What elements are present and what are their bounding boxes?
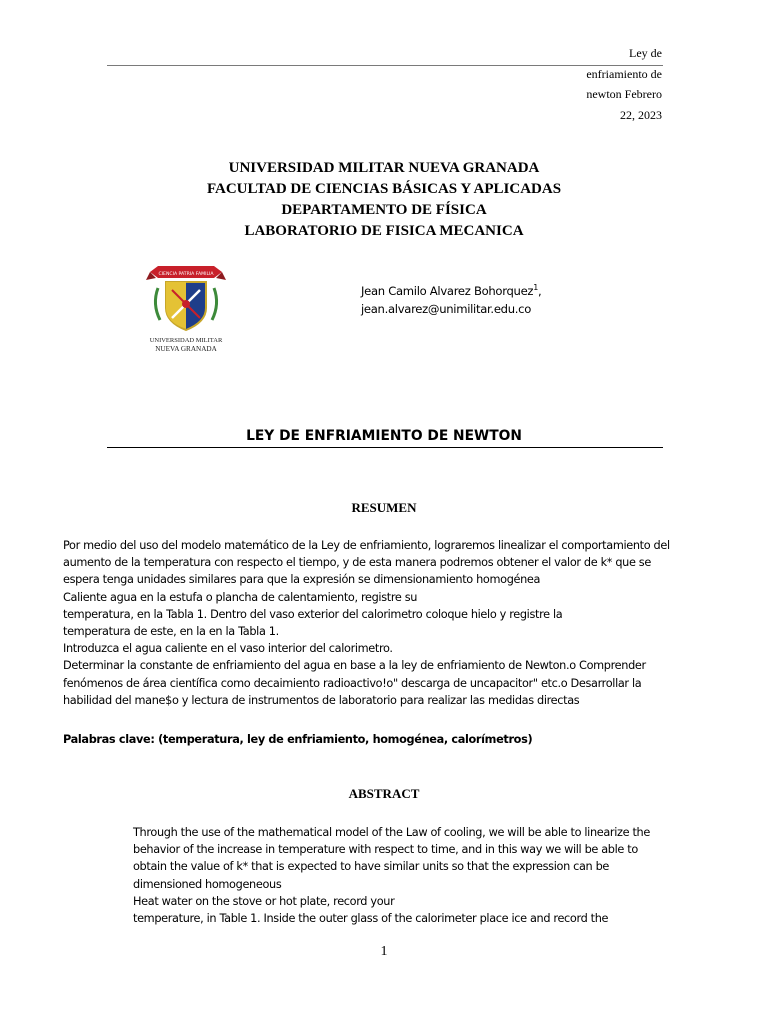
running-header-line: 22, 2023 — [620, 107, 662, 122]
abstract-line: behavior of the increase in temperature with respect to time, and in this way we will be able to — [133, 843, 638, 857]
abstract-line: dimensioned homogeneous — [133, 877, 282, 891]
author-name: Jean Camilo Alvarez Bohorquez — [361, 283, 534, 298]
abstract-heading: ABSTRACT — [348, 786, 420, 801]
header-divider — [107, 65, 663, 66]
abstract-line: Heat water on the stove or hot plate, record your — [133, 894, 395, 908]
resumen-line: espera tenga unidades similares para que la expresión se dimensionamiento homogénea — [63, 573, 541, 587]
resumen-line: fenómenos de área científica como decaimiento radioactivo!o" descarga de uncapacitor" etc.o Desarrollar la — [63, 676, 642, 690]
resumen-heading: RESUMEN — [351, 500, 417, 515]
abstract-line: Through the use of the mathematical model of the Law of cooling, we will be able to linearize the — [133, 826, 650, 839]
author-separator: , — [538, 283, 542, 298]
author-affiliation-mark: 1 — [533, 283, 539, 292]
abstract-line: obtain the value of k* that is expected to have similar units so that the expression can be — [133, 860, 610, 874]
resumen-line: temperatura, en la Tabla 1. Dentro del vaso exterior del calorimetro coloque hielo y registre la — [63, 607, 563, 621]
laboratory-name: LABORATORIO DE FISICA MECANICA — [244, 223, 524, 239]
title-divider — [107, 447, 663, 448]
resumen-line: aumento de la temperatura con respecto el tiempo, y de esta manera podremos obtener el valor de k* que se — [63, 556, 651, 570]
resumen-body — [63, 537, 670, 709]
faculty-name: FACULTAD DE CIENCIAS BÁSICAS Y APLICADAS — [206, 181, 562, 197]
abstract-line: temperature, in Table 1. Inside the outer glass of the calorimeter place ice and record the — [133, 911, 609, 925]
author-line — [361, 279, 541, 300]
running-header-line: enfriamiento de — [586, 66, 662, 81]
running-header-line: newton Febrero — [586, 87, 662, 101]
resumen-line: Caliente agua en la estufa o plancha de calentamiento, registre su — [63, 590, 418, 604]
abstract-body — [133, 824, 650, 927]
author-email: jean.alvarez@unimilitar.edu.co — [361, 301, 532, 316]
page-number: 1 — [380, 944, 388, 959]
running-header — [522, 43, 662, 125]
logo-caption-line1: UNIVERSIDAD MILITAR — [149, 337, 223, 344]
resumen-line: Por medio del uso del modelo matemático de la Ley de enfriamiento, lograremos linealizar el comportamiento del — [63, 539, 670, 552]
university-name: UNIVERSIDAD MILITAR NUEVA GRANADA — [228, 160, 540, 176]
resumen-line: Introduzca el agua caliente en el vaso interior del calorimetro. — [63, 642, 393, 656]
institution-block — [0, 158, 768, 242]
banner-text: CIENCIA PATRIA FAMILIA — [158, 272, 214, 277]
resumen-line: habilidad del mane$o y lectura de instrumentos de laboratorio para realizar las medidas directas — [63, 693, 580, 707]
resumen-line: temperatura de este, en la en la Tabla 1. — [63, 624, 279, 638]
keywords: Palabras clave: (temperatura, ley de enfriamiento, homogénea, calorímetros) — [63, 733, 533, 746]
logo-caption-line2: NUEVA GRANADA — [155, 345, 217, 353]
university-crest-icon — [144, 258, 228, 354]
university-logo — [144, 258, 228, 354]
document-title: LEY DE ENFRIAMIENTO DE NEWTON — [246, 428, 522, 444]
running-header-line: Ley de — [629, 46, 662, 60]
resumen-line: Determinar la constante de enfriamiento del agua en base a la ley de enfriamiento de Newton.o Comprender — [63, 659, 646, 673]
author-block — [361, 279, 541, 318]
department-name: DEPARTAMENTO DE FÍSICA — [281, 202, 487, 218]
